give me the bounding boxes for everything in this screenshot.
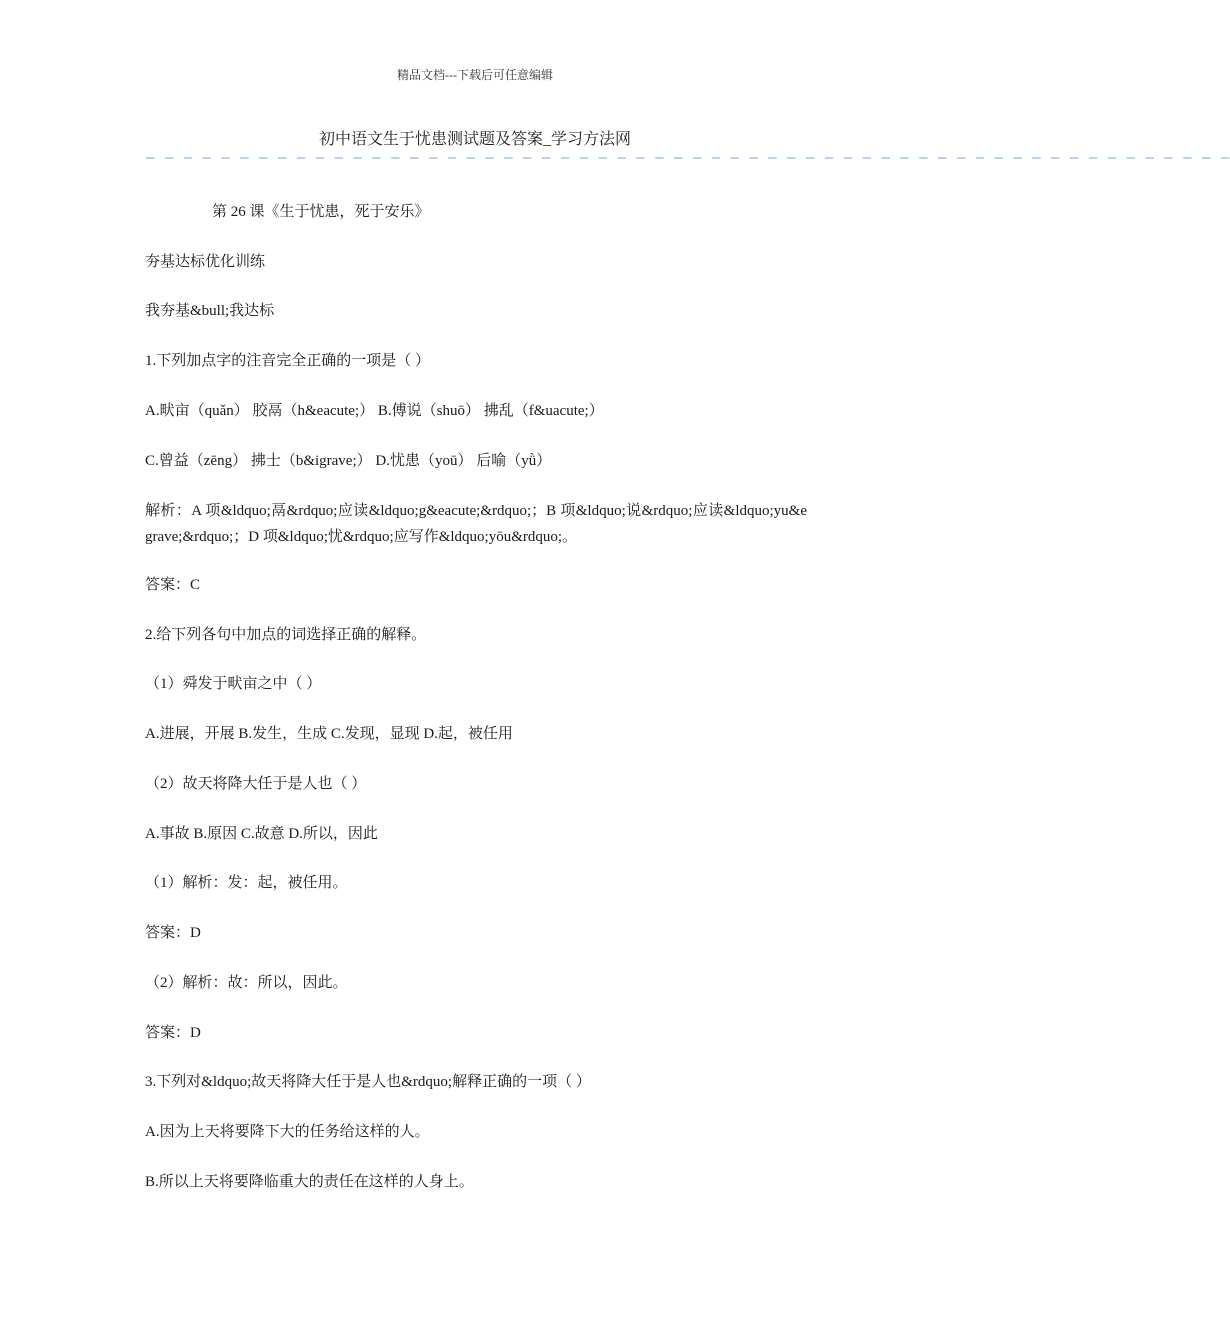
header-note: 精品文档---下载后可任意编辑 bbox=[397, 68, 553, 82]
question-3-option-b: B.所以上天将要降临重大的责任在这样的人身上。 bbox=[145, 1174, 474, 1190]
question-3-option-a: A.因为上天将要降下大的任务给这样的人。 bbox=[145, 1124, 430, 1140]
question-2-1: （1）舜发于畎亩之中（ ） bbox=[145, 676, 322, 692]
question-2-2: （2）故天将降大任于是人也（ ） bbox=[145, 776, 367, 792]
question-1-answer: 答案：C bbox=[145, 577, 201, 593]
lesson-title: 第 26 课《生于忧患，死于安乐》 bbox=[212, 204, 430, 220]
question-2-1-answer: 答案：D bbox=[145, 925, 201, 941]
document-title: 初中语文生于忧患测试题及答案_学习方法网 bbox=[318, 131, 631, 148]
question-2: 2.给下列各句中加点的词选择正确的解释。 bbox=[145, 627, 427, 643]
section-heading-subtitle: 我夯基&bull;我达标 bbox=[145, 303, 275, 319]
question-2-1-options: A.进展，开展 B.发生，生成 C.发现，显现 D.起，被任用 bbox=[145, 726, 513, 742]
question-1-analysis: 解析：A 项&ldquo;鬲&rdquo;应读&ldquo;g&eacute;&rdquo;；B 项&ldquo;说&rdquo;应读&ldquo;yu&egrave;&rdquo;；D 项&ldquo;忧&rdquo;应写作&ldquo;yōu&rdquo;。 bbox=[145, 503, 807, 545]
question-3: 3.下列对&ldquo;故天将降大任于是人也&rdquo;解释正确的一项（ ） bbox=[145, 1074, 591, 1090]
question-1-options-ab: A.畎亩（quǎn） 胶鬲（h&eacute;） B.傅说（shuō） 拂乱（f&uacute;） bbox=[145, 403, 604, 419]
question-1: 1.下列加点字的注音完全正确的一项是（ ） bbox=[145, 353, 431, 369]
title-divider: — — — — — — — — — — — — — — — — — — — — — — — — — — — — — — — — — — — — — — — — — — — — — — — — — — — — — — — — — — bbox=[146, 150, 1230, 166]
section-heading-training: 夯基达标优化训练 bbox=[145, 254, 266, 270]
question-1-options-cd: C.曾益（zēng） 拂士（b&igrave;） D.忧患（yoū） 后喻（yǜ） bbox=[145, 453, 552, 469]
question-2-2-analysis: （2）解析：故：所以，因此。 bbox=[145, 975, 348, 991]
question-2-1-analysis: （1）解析：发：起，被任用。 bbox=[145, 875, 348, 891]
question-2-2-answer: 答案：D bbox=[145, 1025, 201, 1041]
question-2-2-options: A.事故 B.原因 C.故意 D.所以，因此 bbox=[145, 826, 378, 842]
